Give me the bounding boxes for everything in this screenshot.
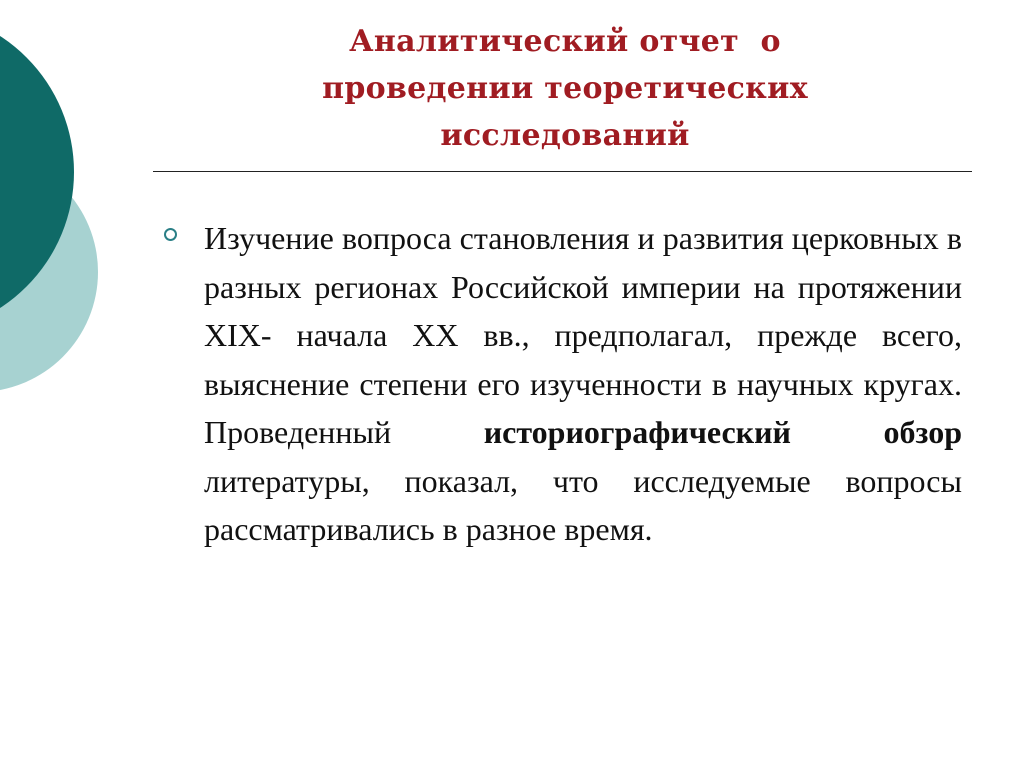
paragraph-text-start: Изучение вопроса становления и развития церковных в разных регионах Российской империи на протяжении XIX- начала XX вв., предполагал, прежде всего, выяснение степени его изученности в научных кругах. Проведенный (204, 220, 962, 450)
title-line-3: исследований (440, 118, 690, 153)
title-divider (153, 171, 972, 172)
bullet-circle-icon (164, 228, 177, 241)
paragraph-bold-phrase: историографический обзор (483, 414, 962, 450)
title-line-1: Аналитический отчет о (349, 24, 781, 59)
title-line-2: проведении теоретических (322, 71, 808, 106)
body-paragraph (204, 214, 962, 554)
paragraph-text-end: литературы, показал, что исследуемые вопросы рассматривались в разное время. (204, 462, 962, 547)
slide-title (180, 18, 950, 159)
